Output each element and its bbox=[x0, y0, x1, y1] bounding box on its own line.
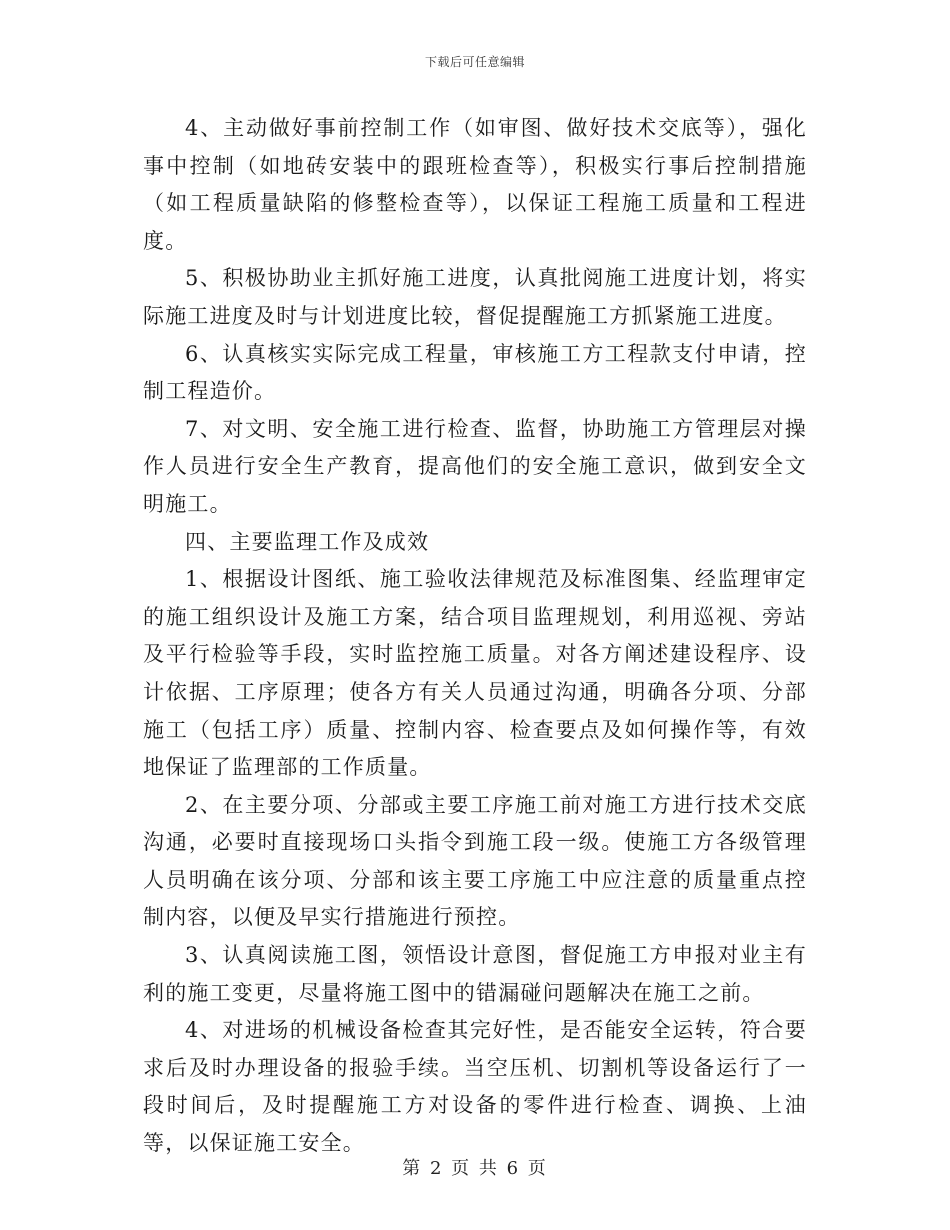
document-body bbox=[143, 110, 807, 1163]
page-number: 第 2 页 共 6 页 bbox=[402, 1158, 548, 1179]
paragraph-work-4: 4、对进场的机械设备检查其完好性，是否能安全运转，符合要求后及时办理设备的报验手续。当空压机、切割机等设备运行了一段时间后，及时提醒施工方对设备的零件进行检查、调换、上油等，以保证施工安全。 bbox=[143, 1018, 807, 1156]
paragraph-item-5-progress: 5、积极协助业主抓好施工进度，认真批阅施工进度计划，将实际施工进度及时与计划进度比较，督促提醒施工方抓紧施工进度。 bbox=[143, 266, 807, 328]
paragraph-item-4-control: 4、主动做好事前控制工作（如审图、做好技术交底等），强化事中控制（如地砖安装中的跟班检查等），积极实行事后控制措施（如工程质量缺陷的修整检查等），以保证工程施工质量和工程进度。 bbox=[143, 116, 807, 253]
paragraph-item-7-safety: 7、对文明、安全施工进行检查、监督，协助施工方管理层对操作人员进行安全生产教育，提高他们的安全施工意识，做到安全文明施工。 bbox=[143, 416, 807, 516]
paragraph-work-2: 2、在主要分项、分部或主要工序施工前对施工方进行技术交底沟通，必要时直接现场口头指令到施工段一级。使施工方各级管理人员明确在该分项、分部和该主要工序施工中应注意的质量重点控制内容，以便及早实行措施进行预控。 bbox=[143, 792, 807, 930]
paragraph-item-6-cost: 6、认真核实实际完成工程量，审核施工方工程款支付申请，控制工程造价。 bbox=[143, 341, 807, 404]
section-heading: 四、主要监理工作及成效 bbox=[185, 529, 430, 554]
paragraph-work-3: 3、认真阅读施工图，领悟设计意图，督促施工方申报对业主有利的施工变更，尽量将施工图中的错漏碰问题解决在施工之前。 bbox=[143, 943, 807, 1005]
page-header: 下载后可任意编辑 bbox=[424, 55, 525, 69]
paragraph-work-1: 1、根据设计图纸、施工验收法律规范及标准图集、经监理审定的施工组织设计及施工方案，结合项目监理规划，利用巡视、旁站及平行检验等手段，实时监控施工质量。对各方阐述建设程序、设计依据、工序原理；使各方有关人员通过沟通，明确各分项、分部施工（包括工序）质量、控制内容、检查要点及如何操作等，有效地保证了监理部的工作质量。 bbox=[143, 567, 807, 780]
